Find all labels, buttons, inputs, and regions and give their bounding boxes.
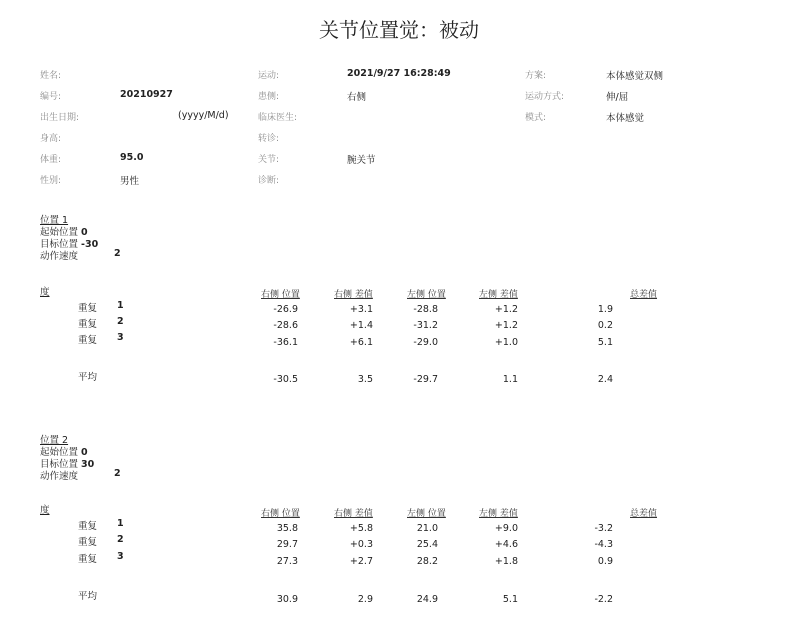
unit-label: 度 <box>40 287 50 298</box>
total-difference-avg: -2.2 <box>594 594 613 605</box>
right-position-cell: -28.6 <box>273 320 298 331</box>
column-header: 左侧 位置 <box>407 509 446 519</box>
rep-number: 2 <box>117 316 124 327</box>
rep-number: 1 <box>117 518 124 529</box>
unit-label: 度 <box>40 505 50 516</box>
speed-value: 2 <box>114 468 121 479</box>
right-difference-cell: +2.7 <box>349 556 373 567</box>
right-position-cell: 29.7 <box>276 539 298 550</box>
affected-side-value: 右侧 <box>347 92 367 103</box>
rep-number: 2 <box>117 534 124 545</box>
mode-label: 模式: <box>525 113 547 123</box>
average-label: 平均 <box>78 372 98 383</box>
column-header: 总差值 <box>630 509 658 519</box>
column-header: 左侧 差值 <box>479 509 518 519</box>
right-position-cell: -36.1 <box>273 337 298 348</box>
average-label: 平均 <box>78 591 98 602</box>
right-difference-cell: +3.1 <box>349 304 373 315</box>
column-header: 右侧 位置 <box>261 509 300 519</box>
total-difference-avg: 2.4 <box>597 374 613 385</box>
rep-label: 重复 <box>78 319 98 330</box>
column-header: 左侧 差值 <box>479 290 518 300</box>
total-difference-cell: -4.3 <box>594 539 613 550</box>
protocol-label: 方案: <box>525 71 547 81</box>
column-header: 右侧 位置 <box>261 290 300 300</box>
target-position-label: 目标位置 <box>40 459 79 470</box>
report-title: 关节位置觉：被动 <box>319 18 479 42</box>
referral-label: 转诊: <box>258 134 280 144</box>
start-position-value: 0 <box>81 227 88 238</box>
clinician-label: 临床医生: <box>258 113 298 123</box>
weight-value: 95.0 <box>120 152 144 163</box>
left-position-avg: -29.7 <box>413 374 438 385</box>
total-difference-cell: 5.1 <box>597 337 613 348</box>
gender-value: 男性 <box>120 176 140 187</box>
rep-number: 3 <box>117 332 124 343</box>
left-position-avg: 24.9 <box>416 594 438 605</box>
joint-value: 腕关节 <box>347 155 376 166</box>
target-position-label: 目标位置 <box>40 239 79 250</box>
right-difference-cell: +0.3 <box>349 539 373 550</box>
left-difference-cell: +1.0 <box>494 337 518 348</box>
left-position-cell: 28.2 <box>416 556 438 567</box>
left-difference-cell: +1.2 <box>494 304 518 315</box>
rep-label: 重复 <box>78 303 98 314</box>
left-difference-avg: 1.1 <box>502 374 518 385</box>
left-position-cell: 25.4 <box>416 539 438 550</box>
right-difference-cell: +1.4 <box>349 320 373 331</box>
left-difference-cell: +9.0 <box>494 523 518 534</box>
start-position-label: 起始位置 <box>40 447 79 458</box>
section-title: 位置 2 <box>40 435 69 446</box>
rep-label: 重复 <box>78 335 98 346</box>
diagnosis-label: 诊断: <box>258 176 280 186</box>
rep-label: 重复 <box>78 554 98 565</box>
start-position-value: 0 <box>81 447 88 458</box>
exercise-label: 运动: <box>258 71 280 81</box>
speed-value: 2 <box>114 248 121 259</box>
gender-label: 性别: <box>40 176 62 186</box>
birthdate-label: 出生日期: <box>40 113 80 123</box>
right-position-cell: 27.3 <box>276 556 298 567</box>
target-position-value: -30 <box>81 239 99 250</box>
total-difference-cell: 0.2 <box>597 320 613 331</box>
left-position-cell: 21.0 <box>416 523 438 534</box>
joint-label: 关节: <box>258 155 280 165</box>
mode-value: 本体感觉 <box>606 113 645 124</box>
right-position-avg: 30.9 <box>276 594 298 605</box>
rep-number: 1 <box>117 300 124 311</box>
motion-type-value: 伸/屈 <box>606 92 629 103</box>
right-difference-avg: 3.5 <box>357 374 373 385</box>
column-header: 总差值 <box>630 290 658 300</box>
start-position-label: 起始位置 <box>40 227 79 238</box>
right-position-avg: -30.5 <box>273 374 298 385</box>
column-header: 右侧 差值 <box>334 509 373 519</box>
speed-label: 动作速度 <box>40 471 79 482</box>
height-label: 身高: <box>40 134 62 144</box>
name-label: 姓名: <box>40 71 62 81</box>
left-position-cell: -31.2 <box>413 320 438 331</box>
total-difference-cell: 0.9 <box>597 556 613 567</box>
left-difference-avg: 5.1 <box>502 594 518 605</box>
total-difference-cell: 1.9 <box>597 304 613 315</box>
right-difference-cell: +6.1 <box>349 337 373 348</box>
left-difference-cell: +4.6 <box>494 539 518 550</box>
rep-label: 重复 <box>78 521 98 532</box>
id-value: 20210927 <box>120 89 173 100</box>
left-difference-cell: +1.2 <box>494 320 518 331</box>
rep-label: 重复 <box>78 537 98 548</box>
right-position-cell: 35.8 <box>276 523 298 534</box>
column-header: 左侧 位置 <box>407 290 446 300</box>
left-position-cell: -28.8 <box>413 304 438 315</box>
speed-label: 动作速度 <box>40 251 79 262</box>
exercise-datetime: 2021/9/27 16:28:49 <box>347 68 451 79</box>
left-position-cell: -29.0 <box>413 337 438 348</box>
left-difference-cell: +1.8 <box>494 556 518 567</box>
protocol-value: 本体感觉双侧 <box>606 71 664 82</box>
right-difference-cell: +5.8 <box>349 523 373 534</box>
affected-side-label: 患侧: <box>258 92 280 102</box>
right-difference-avg: 2.9 <box>357 594 373 605</box>
rep-number: 3 <box>117 551 124 562</box>
id-label: 编号: <box>40 92 62 102</box>
motion-type-label: 运动方式: <box>525 92 565 102</box>
weight-label: 体重: <box>40 155 62 165</box>
section-title: 位置 1 <box>40 215 69 226</box>
target-position-value: 30 <box>81 459 95 470</box>
total-difference-cell: -3.2 <box>594 523 613 534</box>
birthdate-format: (yyyy/M/d) <box>178 110 229 121</box>
right-position-cell: -26.9 <box>273 304 298 315</box>
column-header: 右侧 差值 <box>334 290 373 300</box>
